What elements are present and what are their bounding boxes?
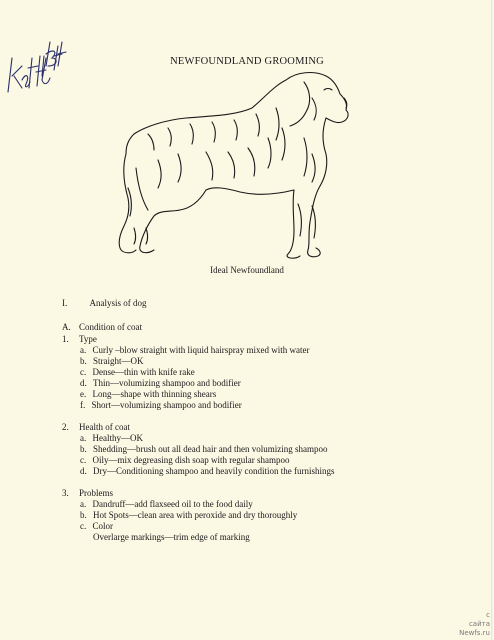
document-title: NEWFOUNDLAND GROOMING [170, 56, 324, 67]
item-marker: d. [80, 378, 87, 388]
group-marker: 3. [62, 488, 69, 498]
group-label: Problems [79, 488, 114, 498]
item-marker: e. [80, 389, 87, 399]
list-item [80, 400, 242, 411]
group-label: Type [79, 334, 97, 344]
item-text: Straight—OK [93, 356, 144, 366]
watermark [459, 611, 490, 638]
item-text: Oily—mix degreasing dish soap with regular shampoo [92, 455, 290, 465]
item-text: Hot Spots—clean area with peroxide and dry thoroughly [93, 510, 298, 520]
watermark-line: сайта [468, 620, 490, 628]
newfoundland-illustration [108, 68, 358, 263]
item-marker: b. [80, 510, 87, 520]
item-marker: b. [80, 356, 87, 366]
group-marker: 1. [62, 334, 69, 344]
list-item [80, 510, 297, 521]
list-item [80, 367, 195, 378]
list-item [80, 345, 309, 356]
item-text: Curly –blow straight with liquid hairspray mixed with water [92, 345, 310, 355]
item-text: Shedding—brush out all dead hair and then volumizing shampoo [93, 444, 328, 454]
list-item [80, 444, 327, 455]
list-item [80, 356, 144, 367]
list-item [80, 466, 334, 477]
section-label: Analysis of dog [89, 298, 147, 308]
subsection-heading [62, 322, 142, 333]
item-marker: b. [80, 444, 87, 454]
group-marker: 2. [62, 422, 69, 432]
list-item [80, 389, 216, 400]
group-label: Health of coat [79, 422, 130, 432]
item-text: Dense—thin with knife rake [92, 367, 195, 377]
item-marker: a. [80, 499, 87, 509]
list-item-continuation: Overlarge markings—trim edge of marking [93, 532, 250, 542]
illustration-caption: Ideal Newfoundland [210, 265, 284, 275]
item-text: Long—shape with thinning shears [92, 389, 217, 399]
item-marker: c. [80, 521, 87, 531]
item-marker: a. [80, 433, 87, 443]
watermark-line: Newfs.ru [459, 629, 490, 637]
list-item [80, 378, 241, 389]
item-text: Color [92, 521, 114, 531]
item-text: Dandruff—add flaxseed oil to the food daily [92, 499, 253, 509]
group-heading [62, 334, 97, 345]
item-marker: a. [80, 345, 87, 355]
watermark-line: с [486, 611, 490, 619]
item-text: Short—volumizing shampoo and bodifier [91, 400, 242, 410]
list-item [80, 521, 113, 532]
item-marker: c. [80, 367, 87, 377]
group-heading [62, 488, 113, 499]
item-text: Thin—volumizing shampoo and bodifier [93, 378, 241, 388]
section-heading [62, 298, 147, 309]
item-text: Dry—Conditioning shampoo and heavily condition the furnishings [93, 466, 335, 476]
subsection-marker: A. [62, 322, 71, 332]
item-marker: c. [80, 455, 87, 465]
section-marker: I. [62, 298, 68, 308]
group-heading [62, 422, 130, 433]
list-item [80, 499, 253, 510]
list-item [80, 433, 143, 444]
list-item [80, 455, 289, 466]
item-text: Healthy—OK [92, 433, 143, 443]
subsection-label: Condition of coat [79, 322, 142, 332]
item-marker: d. [80, 466, 87, 476]
item-marker: f. [80, 400, 86, 410]
